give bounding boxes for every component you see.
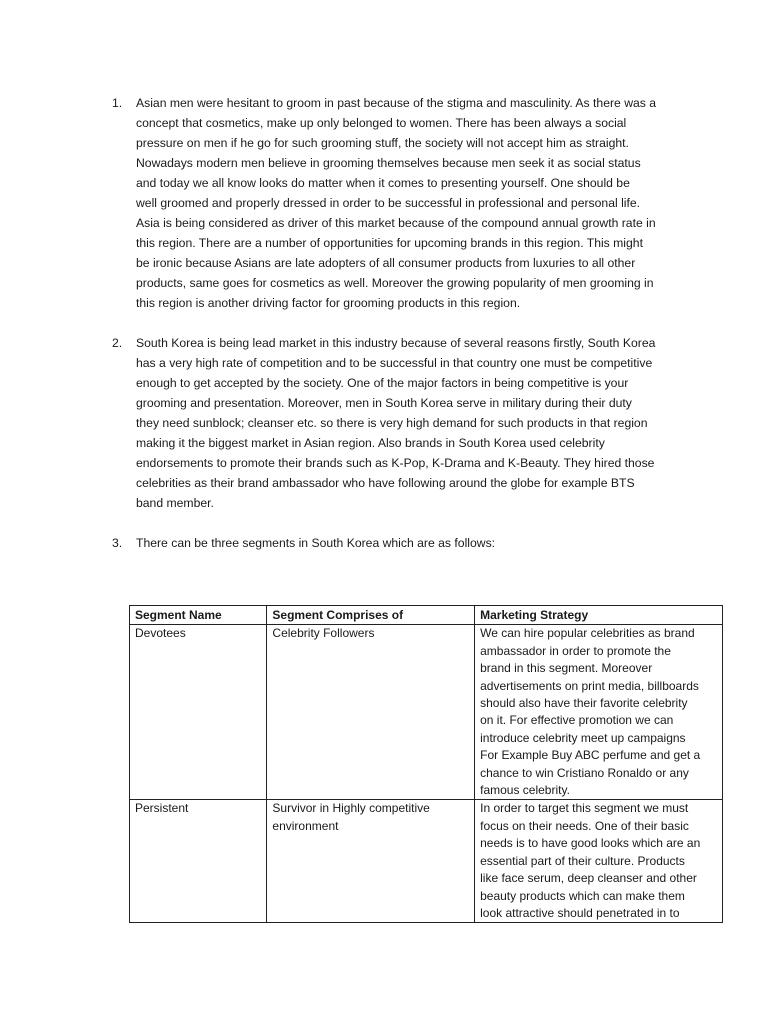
text-line: making it the biggest market in Asian region. Also brands in South Korea used celebrity xyxy=(136,436,605,450)
text-line: celebrities as their brand ambassador who have following around the globe for example BTS xyxy=(136,476,635,490)
cell-text: on it. For effective promotion we can xyxy=(480,713,674,728)
table-header-row xyxy=(130,606,723,625)
cell-text: beauty products which can make them xyxy=(480,888,685,903)
list-number: 2. xyxy=(112,336,123,350)
cell-text: We can hire popular celebrities as brand xyxy=(480,626,695,641)
cell-text: In order to target this segment we must xyxy=(480,801,689,816)
text-line: There can be three segments in South Korea which are as follows: xyxy=(136,536,496,550)
text-line: this region. There are a number of opportunities for upcoming brands in this region. This might xyxy=(136,236,643,250)
cell-text: needs is to have good looks which are an xyxy=(480,836,701,851)
cell-text: focus on their needs. One of their basic xyxy=(480,818,689,833)
marketing-strategy-cell xyxy=(475,625,723,800)
text-line: enough to get accepted by the society. One of the major factors in being competitive is your xyxy=(136,376,629,390)
segment-table xyxy=(129,605,723,923)
text-line: and today we all know looks do matter when it comes to presenting yourself. One should be xyxy=(136,176,630,190)
cell-text: environment xyxy=(272,818,339,833)
text-line: concept that cosmetics, make up only belonged to women. There has been always a social xyxy=(136,116,627,130)
text-line: they need sunblock; cleanser etc. so there is very high demand for such products in that region xyxy=(136,416,648,430)
cell-text: introduce celebrity meet up campaigns xyxy=(480,730,686,745)
text-line: band member. xyxy=(136,496,214,510)
paragraph xyxy=(136,333,682,513)
list-item xyxy=(112,93,682,313)
segment-comprises-cell xyxy=(267,800,475,923)
cell-text: famous celebrity. xyxy=(480,783,570,798)
cell-text: chance to win Cristiano Ronaldo or any xyxy=(480,765,689,780)
column-header: Segment Name xyxy=(130,606,267,625)
cell-text: essential part of their culture. Products xyxy=(480,853,685,868)
segment-comprises-cell xyxy=(267,625,475,800)
text-line: this region is another driving factor for grooming products in this region. xyxy=(136,296,521,310)
text-line: Asia is being considered as driver of this market because of the compound annual growth rate in xyxy=(136,216,656,230)
list-number: 1. xyxy=(112,96,123,110)
table-row xyxy=(130,800,723,923)
marketing-strategy-cell xyxy=(475,800,723,923)
text-line: has a very high rate of competition and to be successful in that country one must be competitive xyxy=(136,356,653,370)
list-item xyxy=(112,333,682,513)
segment-name-cell xyxy=(130,800,267,923)
text-line: Asian men were hesitant to groom in past because of the stigma and masculinity. As there was a xyxy=(136,96,657,110)
cell-text: Celebrity Followers xyxy=(272,626,375,641)
table-row xyxy=(130,625,723,800)
cell-text: should also have their favorite celebrity xyxy=(480,696,688,711)
cell-text: advertisements on print media, billboards xyxy=(480,678,699,693)
column-header: Marketing Strategy xyxy=(475,606,723,625)
text-line: products, same goes for cosmetics as well. Moreover the growing popularity of men grooming in xyxy=(136,276,654,290)
paragraph xyxy=(136,533,682,553)
text-line: grooming and presentation. Moreover, men in South Korea serve in military during their duty xyxy=(136,396,632,410)
text-line: South Korea is being lead market in this industry because of several reasons firstly, South Korea xyxy=(136,336,656,350)
cell-text: Persistent xyxy=(135,801,189,816)
cell-text: look attractive should penetrated in to xyxy=(480,905,680,920)
cell-text: ambassador in order to promote the xyxy=(480,643,671,658)
text-line: Nowadays modern men believe in grooming themselves because men seek it as social status xyxy=(136,156,641,170)
cell-text: brand in this segment. Moreover xyxy=(480,661,653,676)
text-line: be ironic because Asians are late adopters of all consumer products from luxuries to all other xyxy=(136,256,636,270)
cell-text: like face serum, deep cleanser and other xyxy=(480,871,697,886)
list-number: 3. xyxy=(112,536,123,550)
list-item xyxy=(112,533,682,553)
paragraph xyxy=(136,93,682,313)
text-line: well groomed and properly dressed in order to be successful in professional and personal life. xyxy=(136,196,641,210)
column-header: Segment Comprises of xyxy=(267,606,475,625)
cell-text: Survivor in Highly competitive xyxy=(272,801,430,816)
text-line: endorsements to promote their brands such as K-Pop, K-Drama and K-Beauty. They hired those xyxy=(136,456,655,470)
cell-text: For Example Buy ABC perfume and get a xyxy=(480,748,701,763)
cell-text: Devotees xyxy=(135,626,186,641)
text-line: pressure on men if he go for such grooming stuff, the society will not accept him as straight. xyxy=(136,136,629,150)
segment-name-cell xyxy=(130,625,267,800)
